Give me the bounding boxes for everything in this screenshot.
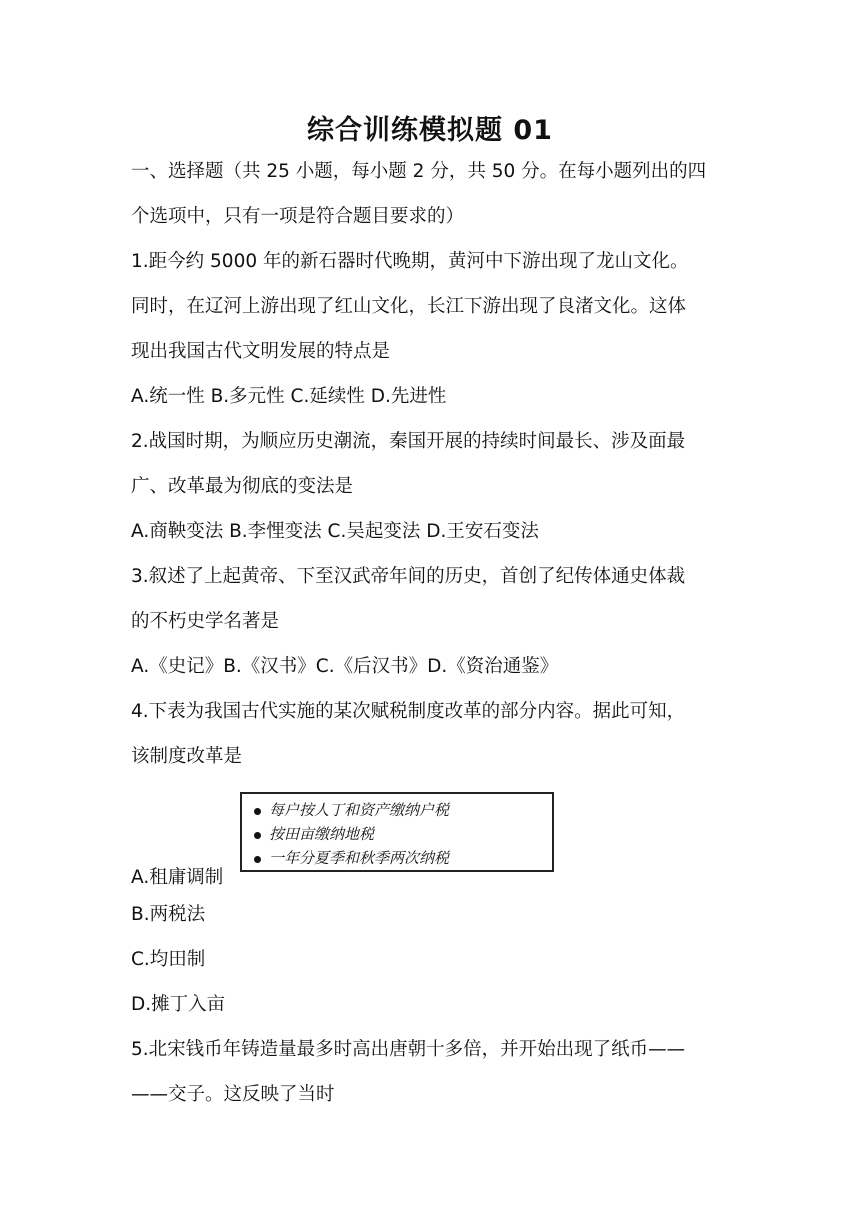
section-heading-line-1: 一、选择题（共 25 小题，每小题 2 分，共 50 分。在每小题列出的四 <box>131 161 707 182</box>
q4-tax-table <box>240 792 554 872</box>
table-row: 一年分夏季和秋季两次纳税 <box>254 846 552 870</box>
section-heading-line-2: 个选项中，只有一项是符合题目要求的） <box>131 206 465 227</box>
q4-option-b: B.两税法 <box>131 904 206 925</box>
q4-line-2: 该制度改革是 <box>131 746 243 767</box>
bullet-icon <box>254 832 261 839</box>
q4-option-d: D.摊丁入亩 <box>131 994 226 1015</box>
q1-line-3: 现出我国古代文明发展的特点是 <box>131 341 391 362</box>
q5-line-2: ——交子。这反映了当时 <box>131 1084 335 1105</box>
q3-options: A.《史记》B.《汉书》C.《后汉书》D.《资治通鉴》 <box>131 656 559 677</box>
q4-option-a: A.租庸调制 <box>131 867 224 888</box>
table-row: 每户按人丁和资产缴纳户税 <box>254 798 552 822</box>
table-row: 按田亩缴纳地税 <box>254 822 552 846</box>
q4-line-1: 4.下表为我国古代实施的某次赋税制度改革的部分内容。据此可知， <box>131 701 686 722</box>
q3-line-1: 3.叙述了上起黄帝、下至汉武帝年间的历史，首创了纪传体通史体裁 <box>131 566 686 587</box>
bullet-icon <box>254 808 261 815</box>
q5-line-1: 5.北宋钱币年铸造量最多时高出唐朝十多倍，并开始出现了纸币—— <box>131 1039 686 1060</box>
q1-options: A.统一性 B.多元性 C.延续性 D.先进性 <box>131 386 447 407</box>
q3-line-2: 的不朽史学名著是 <box>131 611 280 632</box>
q4-option-c: C.均田制 <box>131 949 206 970</box>
q1-line-1: 1.距今约 5000 年的新石器时代晚期，黄河中下游出现了龙山文化。 <box>131 251 689 272</box>
bullet-icon <box>254 856 261 863</box>
q2-line-2: 广、改革最为彻底的变法是 <box>131 476 354 497</box>
q1-line-2: 同时，在辽河上游出现了红山文化，长江下游出现了良渚文化。这体 <box>131 296 687 317</box>
q2-options: A.商鞅变法 B.李悝变法 C.吴起变法 D.王安石变法 <box>131 521 539 542</box>
page-title: 综合训练模拟题 01 <box>307 115 553 146</box>
q2-line-1: 2.战国时期，为顺应历史潮流，秦国开展的持续时间最长、涉及面最 <box>131 431 686 452</box>
